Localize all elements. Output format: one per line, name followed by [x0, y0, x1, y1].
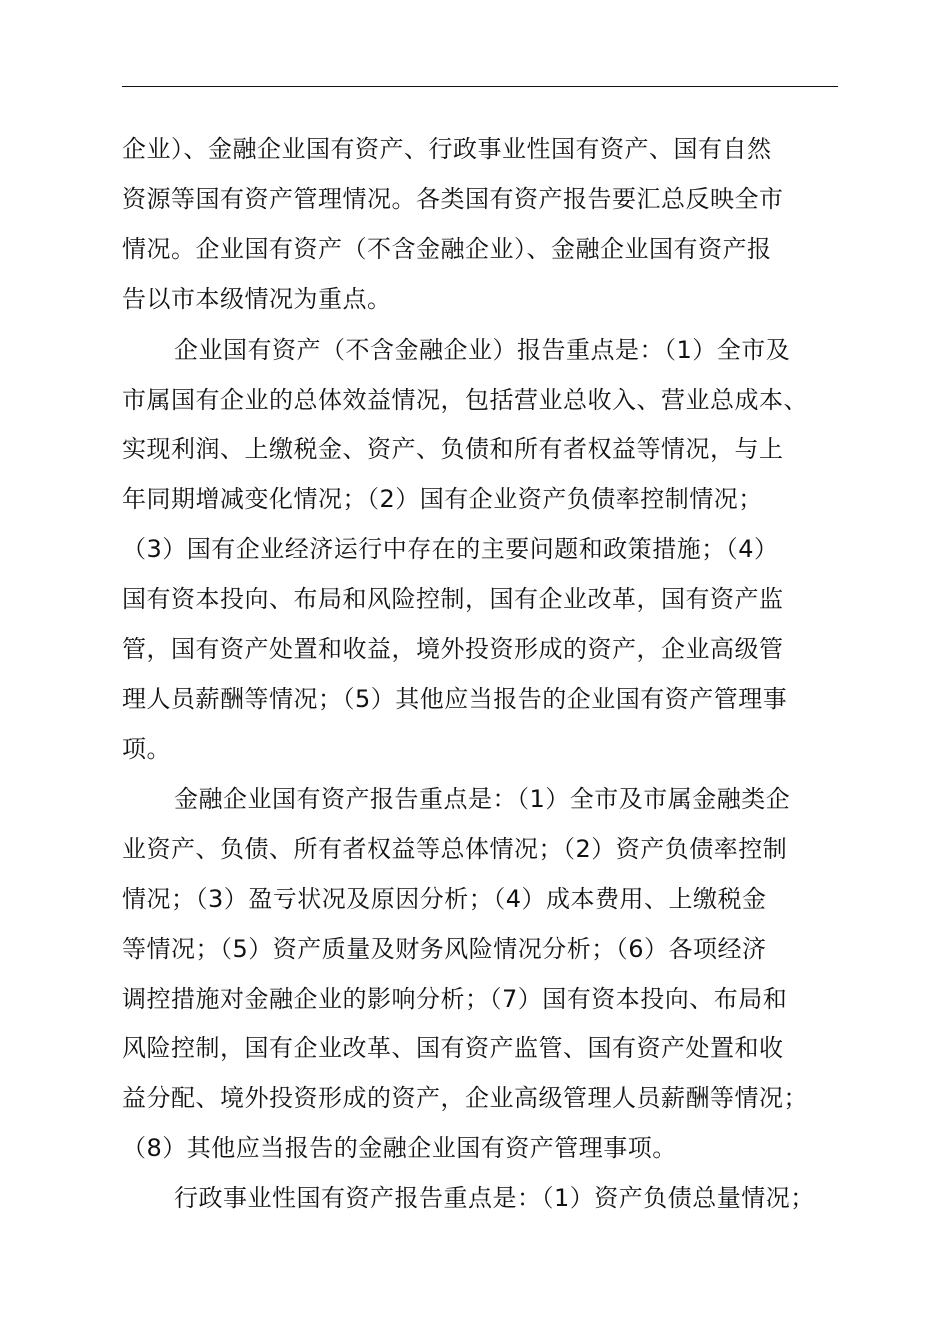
text-line: 资源等国有资产管理情况。各类国有资产报告要汇总反映全市: [122, 185, 784, 213]
text-line: （3）国有企业经济运行中存在的主要问题和政策措施；（4）: [122, 535, 779, 563]
header-rule: [122, 86, 838, 87]
text-line: 市属国有企业的总体效益情况，包括营业总收入、营业总成本、: [122, 386, 808, 414]
text-line: 理人员薪酬等情况；（5）其他应当报告的企业国有资产管理事: [122, 685, 788, 713]
text-line: 情况。企业国有资产（不含金融企业）、金融企业国有资产报: [122, 235, 772, 263]
text-line: （8）其他应当报告的金融企业国有资产管理事项。: [122, 1134, 677, 1162]
text-line: 等情况；（5）资产质量及财务风险情况分析；（6）各项经济: [122, 935, 767, 963]
text-line: 实现利润、上缴税金、资产、负债和所有者权益等情况，与上: [122, 435, 784, 463]
text-line: 情况；（3）盈亏状况及原因分析；（4）成本费用、上缴税金: [122, 885, 767, 913]
text-line: 益分配、境外投资形成的资产，企业高级管理人员薪酬等情况；: [122, 1084, 808, 1112]
text-line: 企业）、金融企业国有资产、行政事业性国有资产、国有自然: [122, 135, 772, 163]
text-line: 年同期增减变化情况；（2）国有企业资产负债率控制情况；: [122, 485, 763, 513]
text-line: 调控措施对金融企业的影响分析；（7）国有资本投向、布局和: [122, 985, 788, 1013]
text-line: 告以市本级情况为重点。: [122, 285, 392, 313]
text-line: 管，国有资产处置和收益，境外投资形成的资产，企业高级管: [122, 635, 784, 663]
paragraph-first-line: 金融企业国有资产报告重点是：（1）全市及市属金融类企: [174, 785, 791, 813]
text-line: 风险控制，国有企业改革、国有资产监管、国有资产处置和收: [122, 1034, 784, 1062]
text-line: 国有资本投向、布局和风险控制，国有企业改革，国有资产监: [122, 585, 784, 613]
text-line: 业资产、负债、所有者权益等总体情况；（2）资产负债率控制: [122, 835, 788, 863]
text-line: 项。: [122, 735, 171, 763]
paragraph-first-line: 企业国有资产（不含金融企业）报告重点是：（1）全市及: [174, 336, 791, 364]
paragraph-first-line: 行政事业性国有资产报告重点是：（1）资产负债总量情况；: [174, 1184, 815, 1212]
